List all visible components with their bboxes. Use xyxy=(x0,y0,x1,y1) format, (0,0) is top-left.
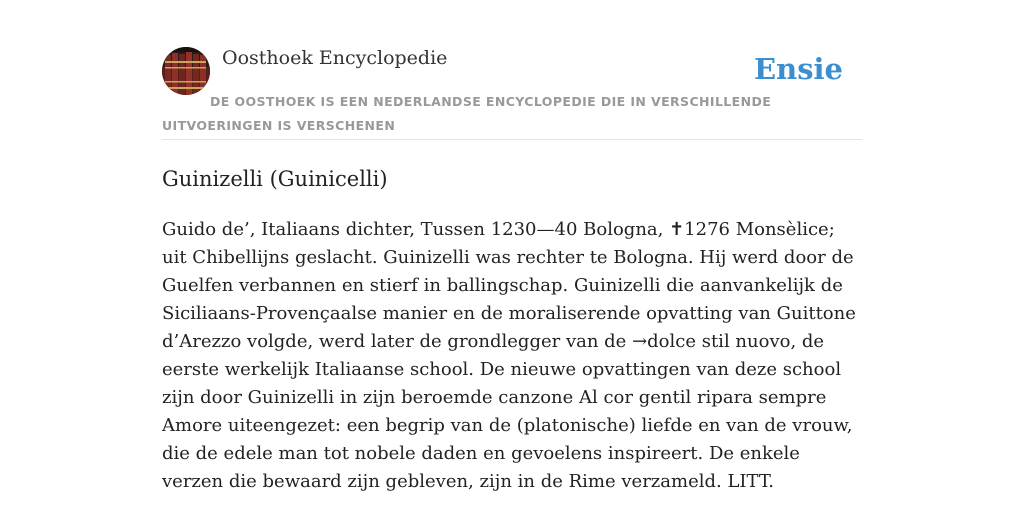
avatar[interactable] xyxy=(162,47,210,95)
site-tagline: DE OOSTHOEK IS EEN NEDERLANDSE ENCYCLOPEDIE DIE IN VERSCHILLENDE UITVOERINGEN IS VERSCHENEN xyxy=(162,94,772,133)
site-name[interactable]: Oosthoek Encyclopedie xyxy=(222,47,448,69)
header-divider xyxy=(162,139,862,140)
article-title: Guinizelli (Guinicelli) xyxy=(162,167,388,191)
brand-logo[interactable]: Ensie xyxy=(754,52,843,86)
article-body: Guido de’, Italiaans dichter, Tussen 1230—40 Bologna, ✝1276 Monsèlice; uit Chibellijns geslacht. Guinizelli was rechter te Bologna. Hij werd door de Guelfen verbannen en stierf in ballingschap. Guinizelli die aanvankelijk de Siciliaans-Provençaalse manier en de moraliserende opvatting van Guittone d’Arezzo volgde, werd later de grondlegger van de →dolce stil nuovo, de eerste werkelijk Italiaanse school. De nieuwe opvattingen van deze school zijn door Guinizelli in zijn beroemde canzone Al cor gentil ripara sempre Amore uiteengezet: een begrip van de (platonische) liefde en van de vrouw, die de edele man tot nobele daden en gevoelens inspireert. De enkele verzen die bewaard zijn gebleven, zijn in de Rime verzameld. LITT. xyxy=(162,219,856,492)
encyclopedia-books-icon xyxy=(162,47,210,95)
